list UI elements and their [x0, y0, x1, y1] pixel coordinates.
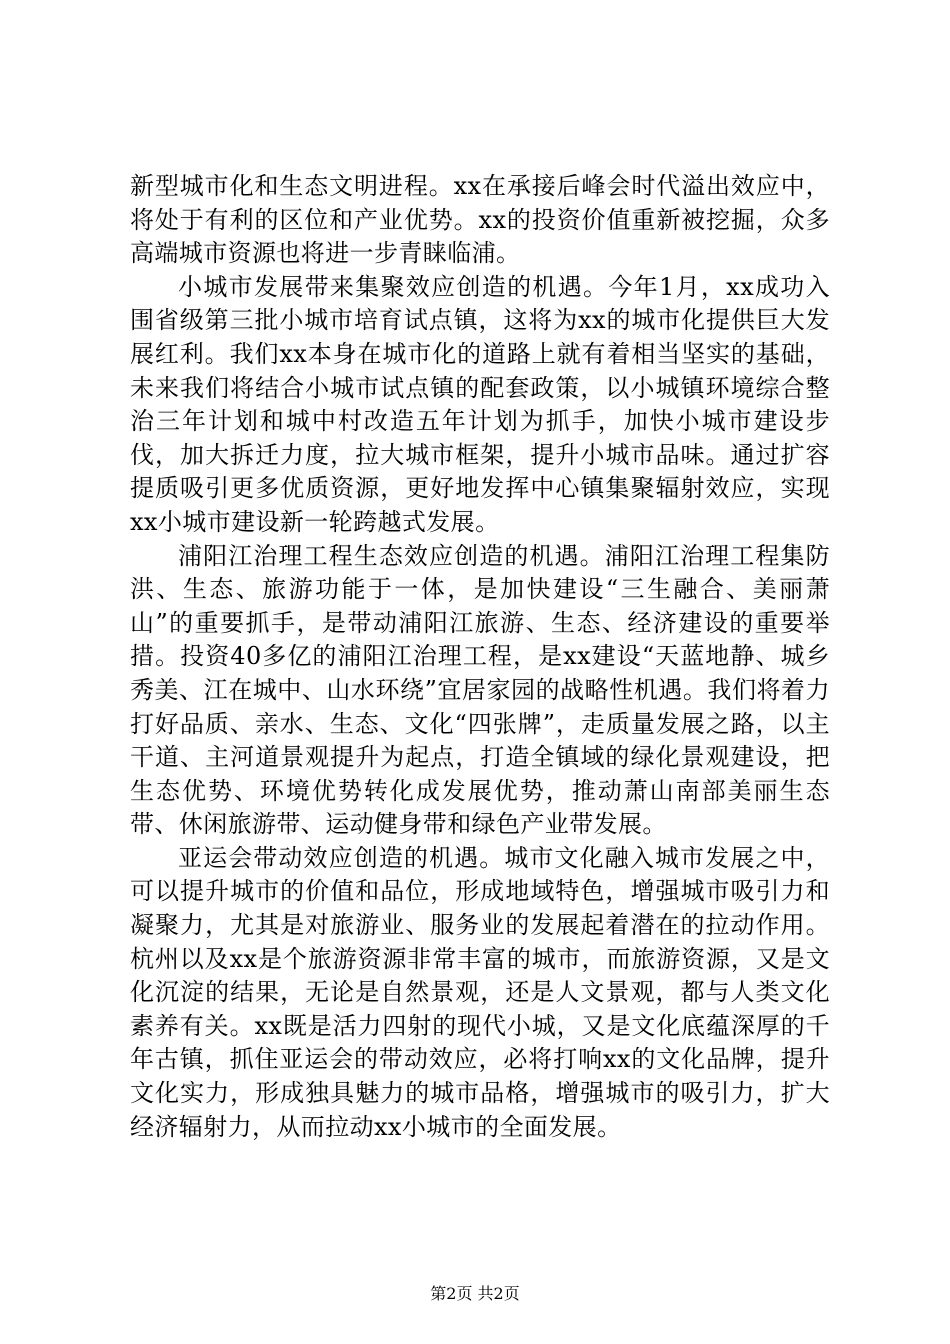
paragraph-4: 亚运会带动效应创造的机遇。城市文化融入城市发展之中，可以提升城市的价值和品位，形成地域特色，增强城市吸引力和凝聚力，尤其是对旅游业、服务业的发展起着潜在的拉动作用。杭州以及xx是个旅游资源非常丰富的城市，而旅游资源，又是文化沉淀的结果，无论是自然景观，还是人文景观，都与人类文化素养有关。xx既是活力四射的现代小城，又是文化底蕴深厚的千年古镇，抓住亚运会的带动效应，必将打响xx的文化品牌，提升文化实力，形成独具魅力的城市品格，增强城市的吸引力，扩大经济辐射力，从而拉动xx小城市的全面发展。: [130, 843, 830, 1141]
paragraph-1: 新型城市化和生态文明进程。xx在承接后峰会时代溢出效应中，将处于有利的区位和产业优势。xx的投资价值重新被挖掘，众多高端城市资源也将进一步青睐临浦。: [130, 172, 830, 268]
paragraph-2: 小城市发展带来集聚效应创造的机遇。今年1月，xx成功入围省级第三批小城市培育试点镇，这将为xx的城市化提供巨大发展红利。我们xx本身在城市化的道路上就有着相当坚实的基础，未来我们将结合小城市试点镇的配套政策，以小城镇环境综合整治三年计划和城中村改造五年计划为抓手，加快小城市建设步伐，加大拆迁力度，拉大城市框架，提升小城市品味。通过扩容提质吸引更多优质资源，更好地发挥中心镇集聚辐射效应，实现xx小城市建设新一轮跨越式发展。: [130, 272, 830, 536]
page-number-footer: 第2页 共2页: [430, 1284, 520, 1303]
paragraph-3: 浦阳江治理工程生态效应创造的机遇。浦阳江治理工程集防洪、生态、旅游功能于一体，是加快建设“三生融合、美丽萧山”的重要抓手，是带动浦阳江旅游、生态、经济建设的重要举措。投资40多亿的浦阳江治理工程，是xx建设“天蓝地静、城乡秀美、江在城中、山水环绕”宜居家园的战略性机遇。我们将着力打好品质、亲水、生态、文化“四张牌”，走质量发展之路，以主干道、主河道景观提升为起点，打造全镇域的绿化景观建设，把生态优势、环境优势转化成发展优势，推动萧山南部美丽生态带、休闲旅游带、运动健身带和绿色产业带发展。: [130, 541, 830, 839]
document-body: [130, 170, 830, 1144]
